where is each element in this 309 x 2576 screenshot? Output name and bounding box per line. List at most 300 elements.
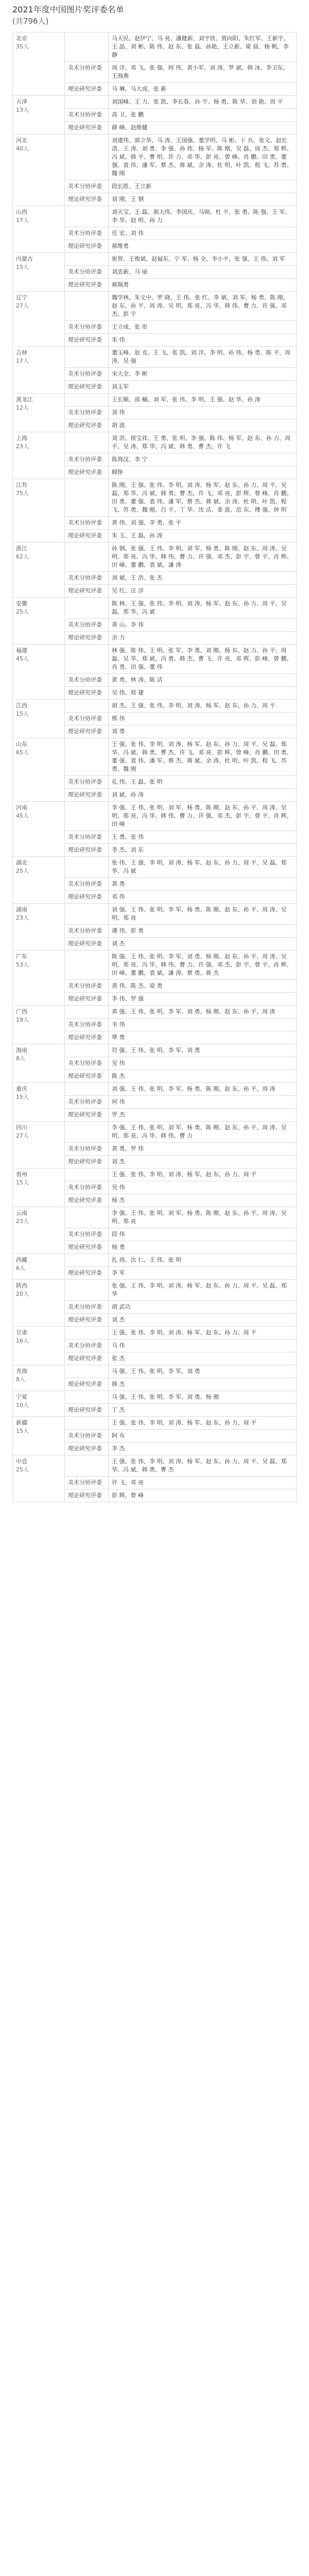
- category-cell: 美术分协评委: [65, 62, 109, 83]
- table-row: [13, 1417, 297, 1430]
- province-count: 8人: [16, 1376, 25, 1383]
- category-cell: 理论研究评委: [65, 122, 109, 134]
- names-cell: 王 强、张 伟、李 明、刘 涛、杨 军、赵 东、孙 力、周 平、吴 磊、郑 华、冯 斌、韩 勇、曹 杰、许 飞、邓 亮、彭 辉、曾 峰、肖 鹏、田 勇、董 强、袁 伟、潘 军、蔡 杰、蒋 斌、余 涛、杜 明、叶 凯、程 飞、苏 勇、魏 刚: [109, 738, 297, 776]
- names-cell: 李 杰: [109, 1443, 297, 1455]
- province-name: 重庆: [16, 1086, 27, 1092]
- names-cell: 刘 强、王 伟、张 明、李 军、杨 勇、陈 刚、赵 东、孙 平、周 涛、吴 明、郑 亮: [109, 904, 297, 925]
- category-cell: 理论研究评委: [65, 585, 109, 598]
- province-count: 17人: [16, 217, 29, 224]
- names-cell: 董玉峰、赵 克、王 飞、张 凯、刘 洋、李 明、孙 伟、杨 勇、陈 平、周 涛、吴 强: [109, 347, 297, 368]
- province-cell: [13, 1455, 65, 1502]
- province-name: 贵州: [16, 1171, 27, 1178]
- province-count: 8人: [16, 1055, 25, 1062]
- names-cell: 黄 山、李 伟: [109, 619, 297, 632]
- names-cell: 刘 杰: [109, 1314, 297, 1327]
- category-cell: 理论研究评委: [65, 193, 109, 206]
- province-cell: [13, 206, 65, 253]
- province-count: 17人: [16, 358, 29, 364]
- table-row: [13, 857, 297, 878]
- province-cell: [13, 1044, 65, 1083]
- names-cell: 胡 武功: [109, 1301, 297, 1314]
- names-cell: 朱 伟: [109, 334, 297, 347]
- province-cell: [13, 253, 65, 292]
- province-cell: [13, 1327, 65, 1365]
- category-cell: 理论研究评委: [65, 1443, 109, 1455]
- table-row: [13, 700, 297, 713]
- province-cell: [13, 1083, 65, 1122]
- province-count: 10人: [16, 1402, 29, 1409]
- category-cell: 美术分协评委: [65, 572, 109, 585]
- province-count: 15人: [16, 1094, 29, 1100]
- names-cell: 孙 钢、张 强、王 伟、李 明、刘 军、杨 勇、陈 刚、赵 东、周 涛、吴 明、郑 亮、冯 华、韩 伟、曹 力、许 强、邓 杰、彭 宇、曾 平、肖 辉、田 峰、董 鹏、袁 斌、潘 涛: [109, 543, 297, 572]
- names-cell: 罗 杰: [109, 1109, 297, 1122]
- table-row: [13, 347, 297, 368]
- names-cell: 周 洋、邓 飞、张 强、何 伟、黄小军、刘 涛、罗 斌、韩 冰、李卫东、王海燕: [109, 62, 297, 83]
- names-cell: 郝维勇: [109, 240, 297, 253]
- province-name: 甘肃: [16, 1329, 27, 1336]
- table-row: [13, 645, 297, 674]
- names-cell: 黄 伟、陈 杰、梁 勇: [109, 980, 297, 993]
- province-name: 江苏: [16, 482, 27, 488]
- category-cell: 理论研究评委: [65, 381, 109, 394]
- category-cell: 理论研究评委: [65, 687, 109, 700]
- category-cell: 理论研究评委: [65, 938, 109, 951]
- table-row: [13, 1006, 297, 1019]
- category-cell: 美术分协评委: [65, 180, 109, 193]
- names-cell: 刘 杰: [109, 938, 297, 951]
- category-cell: 美术分协评委: [65, 1430, 109, 1443]
- province-name: 辽宁: [16, 294, 27, 301]
- category-cell: [65, 543, 109, 572]
- category-cell: [65, 904, 109, 925]
- category-cell: 美术分协评委: [65, 517, 109, 530]
- names-cell: 吴 伟: [109, 1057, 297, 1070]
- category-cell: [65, 645, 109, 674]
- category-cell: 美术分协评委: [65, 1477, 109, 1489]
- names-cell: 刘 勇: [109, 725, 297, 738]
- names-cell: 胡 杰、王 强、张 伟、李 明、刘 涛、杨 军、赵 东、孙 力、周 平: [109, 700, 297, 713]
- names-cell: 刘国峰、王 力、张 凯、李长春、孙 宇、杨 勇、陈 华、刘 艳、周 平: [109, 96, 297, 109]
- category-cell: 美术分协评委: [65, 1181, 109, 1194]
- table-row: [13, 206, 297, 227]
- category-cell: 理论研究评委: [65, 891, 109, 904]
- names-cell: 余 力: [109, 632, 297, 645]
- table-row: [13, 1327, 297, 1340]
- category-cell: [65, 1083, 109, 1096]
- category-cell: 理论研究评委: [65, 1352, 109, 1365]
- category-cell: 理论研究评委: [65, 419, 109, 432]
- province-cell: [13, 479, 65, 543]
- names-cell: 许 飞、邓 亮: [109, 1477, 297, 1489]
- province-cell: [13, 543, 65, 598]
- names-cell: 高 卫、张 鹏: [109, 109, 297, 122]
- table-row: [13, 1254, 297, 1267]
- names-cell: 彭 辉、曾 峰: [109, 1489, 297, 1502]
- category-cell: 美术分协评委: [65, 1301, 109, 1314]
- roster-table: [12, 32, 297, 1502]
- province-name: 海南: [16, 1047, 27, 1054]
- category-cell: [65, 1207, 109, 1228]
- names-cell: 马 强、王 伟、张 明、李 军、刘 勇: [109, 1365, 297, 1378]
- table-row: [13, 1455, 297, 1477]
- category-cell: [65, 32, 109, 62]
- names-cell: 刘天宝、王 磊、郝大伟、李国庆、马锦、杜 平、张 勇、陈 强、王 军、李 华、赵 明、孙 力: [109, 206, 297, 227]
- names-cell: 胡 波: [109, 419, 297, 432]
- names-cell: 刘 斌、王 浩、张 杰: [109, 572, 297, 585]
- table-row: [13, 1207, 297, 1228]
- province-count: 75人: [16, 490, 29, 497]
- province-count: 15人: [16, 710, 29, 717]
- names-cell: 韩 杰: [109, 1378, 297, 1391]
- province-cell: [13, 1006, 65, 1044]
- province-name: 安徽: [16, 600, 27, 607]
- names-cell: 覃 勇: [109, 1031, 297, 1044]
- province-name: 北京: [16, 35, 27, 42]
- province-cell: [13, 432, 65, 479]
- table-row: [13, 1391, 297, 1404]
- province-name: 河南: [16, 804, 27, 811]
- category-cell: [65, 1254, 109, 1267]
- province-count: 12人: [16, 404, 29, 411]
- table-row: [13, 32, 297, 62]
- category-cell: [65, 253, 109, 266]
- category-cell: 理论研究评委: [65, 1241, 109, 1254]
- names-cell: 王 强、张 伟、李 明、刘 涛、杨 军、赵 东、孙 力、周 平: [109, 1417, 297, 1430]
- category-cell: 理论研究评委: [65, 1314, 109, 1327]
- province-name: 广东: [16, 953, 27, 960]
- names-cell: 黄 伟、刘 强、李 勇、张 平: [109, 517, 297, 530]
- province-name: 湖南: [16, 906, 27, 913]
- province-name: 西藏: [16, 1257, 27, 1263]
- province-count: 23人: [16, 914, 29, 921]
- names-cell: 黄 勇: [109, 878, 297, 891]
- names-cell: 李 强、王 伟、张 明、刘 军、杨 勇、陈 刚、赵 东、孙 平、周 涛、吴 明、郑 亮: [109, 1207, 297, 1228]
- province-name: 陕西: [16, 1282, 27, 1289]
- category-cell: 美术分协评委: [65, 109, 109, 122]
- province-name: 湖北: [16, 859, 27, 866]
- category-cell: 美术分协评委: [65, 1019, 109, 1031]
- category-cell: 美术分协评委: [65, 878, 109, 891]
- province-count: 62人: [16, 553, 29, 560]
- names-cell: 杨 杰: [109, 1194, 297, 1207]
- table-row: [13, 1044, 297, 1057]
- province-name: 云南: [16, 1210, 27, 1216]
- names-cell: 阿 布: [109, 1430, 297, 1443]
- names-cell: 李 强、王 伟、张 明、刘 军、杨 勇、陈 刚、赵 东、孙 平、周 涛、吴 明、郑 亮、冯 华、韩 伟、曹 力、许 强、邓 杰、彭 宇、曾 平、肖 辉、田 峰: [109, 802, 297, 831]
- category-cell: 美术分协评委: [65, 1228, 109, 1241]
- table-row: [13, 738, 297, 776]
- province-cell: [13, 802, 65, 857]
- province-name: 上海: [16, 435, 27, 442]
- names-cell: 段 伟: [109, 1228, 297, 1241]
- names-cell: 王立成、张 彤: [109, 321, 297, 334]
- category-cell: [65, 96, 109, 109]
- province-cell: [13, 347, 65, 394]
- province-name: 山西: [16, 209, 27, 215]
- names-cell: 郝瑞勇: [109, 279, 297, 292]
- names-cell: 熊 伟: [109, 713, 297, 725]
- names-cell: 刘 刚、王 钢: [109, 193, 297, 206]
- category-cell: 理论研究评委: [65, 83, 109, 96]
- table-row: [13, 1280, 297, 1301]
- names-cell: 宋大全、李 彬: [109, 368, 297, 381]
- names-cell: 孔 伟、王 磊、张 明: [109, 776, 297, 789]
- category-cell: 美术分协评委: [65, 831, 109, 844]
- names-cell: 刘 斌、孙 涛: [109, 789, 297, 802]
- category-cell: 美术分协评委: [65, 321, 109, 334]
- province-count: 45人: [16, 812, 29, 819]
- names-cell: 魏学林、朱文中、罗 晓、王 伟、张 红、李 斌、刘 军、杨 勇、陈 刚、赵 东、孙 平、周 涛、吴 明、郑 亮、冯 华、韩 伟、曹 力、许 强、邓 杰、彭 宇: [109, 292, 297, 321]
- page-subtitle: (共796人): [12, 16, 49, 26]
- category-cell: [65, 1006, 109, 1019]
- table-row: [13, 1083, 297, 1096]
- province-name: 宁夏: [16, 1394, 27, 1400]
- names-cell: 刘 洪、侯宝祥、王 勇、张 明、李 强、陈 伟、杨 军、赵 东、孙 力、周 平、吴 涛、郑 华、冯 斌、韩 勇、曹 杰、许 飞: [109, 432, 297, 453]
- category-cell: 理论研究评委: [65, 279, 109, 292]
- names-cell: 杨 勇: [109, 1241, 297, 1254]
- category-cell: [65, 134, 109, 180]
- names-cell: 马 琳、马大成、张 新: [109, 83, 297, 96]
- category-cell: [65, 1168, 109, 1181]
- category-cell: [65, 1391, 109, 1404]
- category-cell: 理论研究评委: [65, 1489, 109, 1502]
- province-cell: [13, 394, 65, 432]
- names-cell: 任 宏、刘 伟: [109, 227, 297, 240]
- category-cell: 理论研究评委: [65, 632, 109, 645]
- names-cell: 张 伟、王 强、李 明、刘 涛、杨 军、赵 东、孙 力、周 平、吴 磊、郑 华、冯 斌: [109, 857, 297, 878]
- page-title: 2021年度中国图片奖评委名单: [12, 5, 124, 14]
- names-cell: 李 杰、刘 东: [109, 844, 297, 857]
- category-cell: 理论研究评委: [65, 1378, 109, 1391]
- names-cell: 邓 伟: [109, 891, 297, 904]
- province-count: 25人: [16, 608, 29, 615]
- province-count: 23人: [16, 1218, 29, 1225]
- category-cell: [65, 738, 109, 776]
- names-cell: 何 伟: [109, 1096, 297, 1109]
- category-cell: 理论研究评委: [65, 844, 109, 857]
- names-cell: 谭 伟、彭 勇: [109, 925, 297, 938]
- province-count: 35人: [16, 43, 29, 50]
- province-name: 福建: [16, 647, 27, 654]
- province-cell: [13, 1391, 65, 1417]
- province-name: 吉林: [16, 349, 27, 356]
- province-count: 25人: [16, 868, 29, 874]
- province-count: 15人: [16, 1179, 29, 1186]
- category-cell: [65, 1327, 109, 1340]
- province-name: 中直: [16, 1458, 27, 1465]
- category-cell: 美术分协评委: [65, 674, 109, 687]
- province-cell: [13, 292, 65, 347]
- province-cell: [13, 738, 65, 802]
- province-cell: [13, 857, 65, 904]
- table-row: [13, 479, 297, 517]
- names-cell: 刘玉军: [109, 381, 297, 394]
- names-cell: 吴 伟: [109, 1181, 297, 1194]
- category-cell: [65, 1280, 109, 1301]
- province-cell: [13, 1122, 65, 1168]
- category-cell: 理论研究评委: [65, 1031, 109, 1044]
- names-cell: 马 伟: [109, 1340, 297, 1352]
- province-cell: [13, 598, 65, 645]
- names-cell: 刘 强、王 伟、张 明、李 军、杨 勇、陈 刚、赵 东、孙 平、周 涛: [109, 1083, 297, 1096]
- names-cell: 吴 红、汪 洋: [109, 585, 297, 598]
- province-name: 黑龙江: [16, 396, 33, 403]
- category-cell: 理论研究评委: [65, 1156, 109, 1168]
- table-row: [13, 951, 297, 980]
- names-cell: 王长顺、邵 楠、刘 军、张 伟、李 明、王 强、赵 华、孙 涛: [109, 394, 297, 406]
- province-name: 内蒙古: [16, 256, 33, 262]
- province-count: 20人: [16, 1291, 29, 1297]
- category-cell: [65, 206, 109, 227]
- category-cell: [65, 802, 109, 831]
- names-cell: 刘建伟、郭立华、马 涛、王国强、董学明、马 彬、于 兵、张文、赵长清、王 涛、刘 勇、李 强、孙 伟、杨 军、陈 刚、吴 磊、周 杰、郑 辉、冯 斌、韩 平、曹 明、许 力、邓 华、彭 亮、曾 峰、肖 鹏、田 勇、董 强、袁 伟、潘 军、蔡 杰、蒋 斌、余 涛、杜 明、叶 凯、程 飞、苏 勇、魏 刚: [109, 134, 297, 180]
- category-cell: [65, 598, 109, 619]
- category-cell: [65, 1455, 109, 1477]
- names-cell: 顾铮: [109, 466, 297, 479]
- names-cell: 刘 杰: [109, 1156, 297, 1168]
- category-cell: 美术分协评委: [65, 406, 109, 419]
- roster-body: [13, 32, 297, 1502]
- names-cell: 王 强、张 伟、李 明、刘 涛、杨 军、赵 东、孙 力、周 平: [109, 1327, 297, 1340]
- category-cell: 理论研究评委: [65, 1404, 109, 1417]
- province-name: 河北: [16, 137, 27, 144]
- province-name: 浙江: [16, 545, 27, 552]
- category-cell: 美术分协评委: [65, 453, 109, 466]
- names-cell: 陈海汶、李 宁: [109, 453, 297, 466]
- province-name: 青海: [16, 1368, 27, 1375]
- names-cell: 扎 西、次 仁、王 伟、张 明: [109, 1254, 297, 1267]
- province-name: 山东: [16, 741, 27, 748]
- table-row: [13, 802, 297, 831]
- province-count: 23人: [16, 443, 29, 450]
- category-cell: 美术分协评委: [65, 980, 109, 993]
- names-cell: 李 伟、罗 强: [109, 993, 297, 1006]
- province-count: 45人: [16, 655, 29, 662]
- names-cell: 马 强、王 伟、张 明、李 军、刘 勇、杨 刚: [109, 1391, 297, 1404]
- province-cell: [13, 96, 65, 134]
- province-cell: [13, 134, 65, 206]
- names-cell: 王 强、张 伟、李 明、刘 涛、杨 军、赵 东、孙 力、周 平: [109, 1168, 297, 1181]
- names-cell: 陈 杰: [109, 1070, 297, 1083]
- category-cell: 美术分协评委: [65, 776, 109, 789]
- category-cell: 理论研究评委: [65, 466, 109, 479]
- province-cell: [13, 1280, 65, 1327]
- table-row: [13, 1365, 297, 1378]
- table-row: [13, 253, 297, 266]
- province-count: 25人: [16, 1466, 29, 1473]
- table-row: [13, 598, 297, 619]
- category-cell: 理论研究评委: [65, 1267, 109, 1280]
- category-cell: 理论研究评委: [65, 240, 109, 253]
- names-cell: 崔贺、王俊斌、赵福东、宁 军、杨 全、李小平、张 强、王 伟、刘 军: [109, 253, 297, 266]
- category-cell: 理论研究评委: [65, 1070, 109, 1083]
- names-cell: 韦 伟: [109, 1019, 297, 1031]
- province-count: 15人: [16, 1428, 29, 1434]
- category-cell: 美术分协评委: [65, 713, 109, 725]
- category-cell: [65, 1122, 109, 1143]
- names-cell: 王 强、张 伟、李 明、刘 涛、杨 军、赵 东、孙 力、周 平、吴 磊、郑 华、冯 斌、韩 勇、曹 杰: [109, 1455, 297, 1477]
- category-cell: 美术分协评委: [65, 925, 109, 938]
- names-cell: 黄 勇、罗 伟: [109, 1143, 297, 1156]
- province-name: 广西: [16, 1008, 27, 1015]
- category-cell: [65, 347, 109, 368]
- category-cell: 美术分协评委: [65, 368, 109, 381]
- names-cell: 陈 林、王 强、张 伟、李 明、刘 涛、杨 军、赵 东、孙 力、周 平、吴 磊、郑 华、冯 斌: [109, 598, 297, 619]
- province-cell: [13, 1417, 65, 1455]
- province-name: 四川: [16, 1124, 27, 1131]
- category-cell: [65, 1417, 109, 1430]
- province-count: 65人: [16, 749, 29, 756]
- names-cell: 李 强、王 伟、张 明、刘 军、杨 勇、陈 刚、赵 东、孙 平、周 涛、吴 明、郑 亮、冯 华、韩 伟、曹 力: [109, 1122, 297, 1143]
- province-cell: [13, 1207, 65, 1254]
- province-name: 江西: [16, 702, 27, 709]
- names-cell: 符 强、王 伟、张 明、李 军、刘 勇: [109, 1044, 297, 1057]
- category-cell: [65, 432, 109, 453]
- names-cell: 刘忠新、马 丽: [109, 266, 297, 279]
- category-cell: 理论研究评委: [65, 789, 109, 802]
- names-cell: 吴 伟、郑 建: [109, 687, 297, 700]
- category-cell: 美术分协评委: [65, 227, 109, 240]
- province-count: 19人: [16, 1016, 29, 1023]
- province-count: 6人: [16, 1265, 25, 1272]
- table-row: [13, 543, 297, 572]
- names-cell: 王 勇、张 伟: [109, 831, 297, 844]
- province-name: 新疆: [16, 1419, 27, 1426]
- province-count: 27人: [16, 1132, 29, 1139]
- province-count: 27人: [16, 302, 29, 309]
- province-count: 40人: [16, 145, 29, 152]
- table-row: [13, 394, 297, 406]
- category-cell: [65, 479, 109, 517]
- province-count: 15人: [16, 264, 29, 270]
- province-count: 13人: [16, 107, 29, 113]
- names-cell: 张 杰: [109, 1352, 297, 1365]
- province-cell: [13, 645, 65, 700]
- province-cell: [13, 1168, 65, 1207]
- province-cell: [13, 32, 65, 96]
- names-cell: 薛 峰、赵维健: [109, 122, 297, 134]
- names-cell: 丁 杰: [109, 1404, 297, 1417]
- province-cell: [13, 904, 65, 951]
- province-cell: [13, 951, 65, 1006]
- category-cell: [65, 394, 109, 406]
- category-cell: [65, 292, 109, 321]
- category-cell: 理论研究评委: [65, 530, 109, 543]
- category-cell: 美术分协评委: [65, 1340, 109, 1352]
- province-cell: [13, 1254, 65, 1280]
- category-cell: 理论研究评委: [65, 725, 109, 738]
- category-cell: [65, 1365, 109, 1378]
- names-cell: 黄 勇、林 涛、陈 洁: [109, 674, 297, 687]
- table-row: [13, 904, 297, 925]
- names-cell: 刘 伟: [109, 406, 297, 419]
- table-row: [13, 134, 297, 180]
- table-row: [13, 292, 297, 321]
- table-row: [13, 96, 297, 109]
- category-cell: 理论研究评委: [65, 1194, 109, 1207]
- names-cell: 陈 刚、王 强、张 伟、李 明、刘 涛、杨 军、赵 东、孙 力、周 平、吴 磊、郑 华、冯 斌、韩 勇、曹 杰、许 飞、邓 亮、彭 辉、曾 峰、肖 鹏、田 勇、董 强、袁 伟、潘 军、蔡 杰、蒋 斌、余 涛、杜 明、叶 凯、程 飞、苏 勇、魏 刚、吕 平、丁 华、沈 洁、姜 波、范 东、傅 强、钟 明: [109, 479, 297, 517]
- province-cell: [13, 700, 65, 738]
- province-cell: [13, 1365, 65, 1391]
- category-cell: [65, 951, 109, 980]
- category-cell: 理论研究评委: [65, 1109, 109, 1122]
- province-count: 53人: [16, 961, 29, 968]
- names-cell: 张 强、王 伟、李 明、刘 涛、杨 军、赵 东、孙 力、周 平、吴 磊、郑 华: [109, 1280, 297, 1301]
- category-cell: 美术分协评委: [65, 1096, 109, 1109]
- names-cell: 林 强、陈 伟、王 明、张 军、李 勇、刘 刚、杨 东、赵 力、孙 平、周 磊、吴 华、郑 斌、冯 勇、韩 杰、曹 飞、许 亮、邓 辉、彭 峰、曾 鹏、肖 勇、田 强、董 伟: [109, 645, 297, 674]
- category-cell: 理论研究评委: [65, 334, 109, 347]
- table-row: [13, 432, 297, 453]
